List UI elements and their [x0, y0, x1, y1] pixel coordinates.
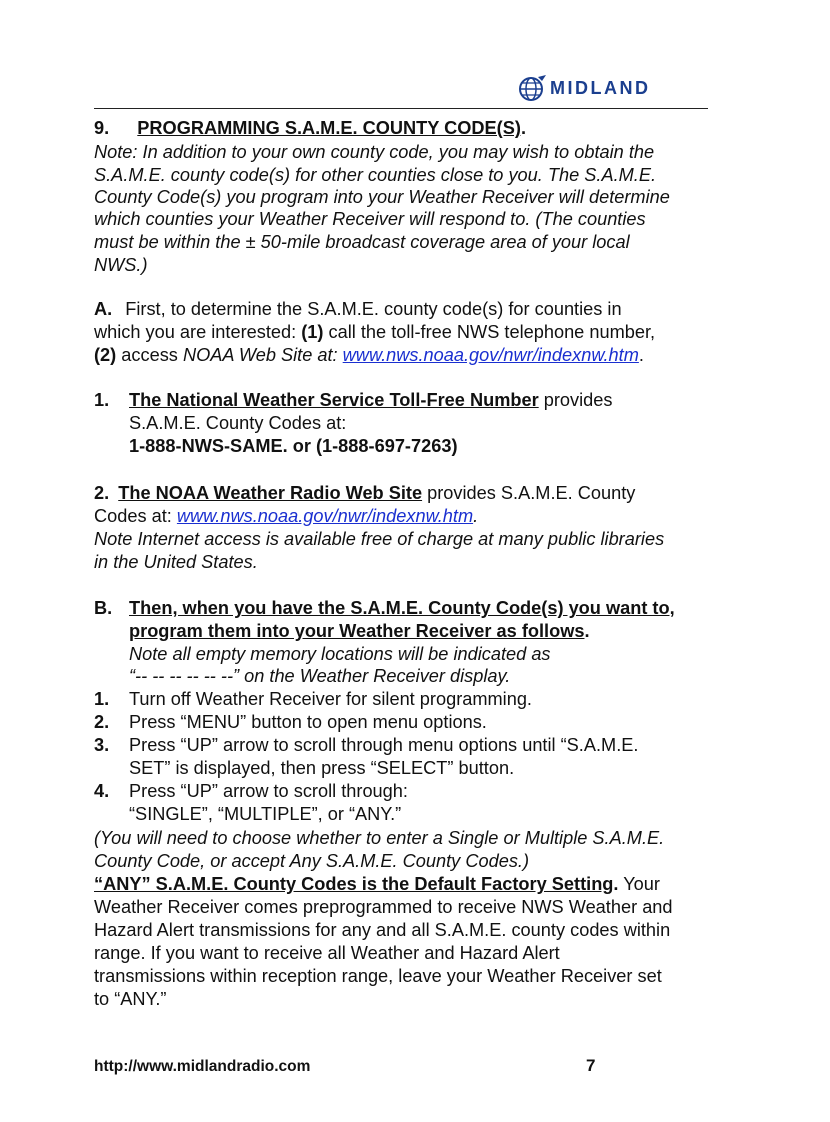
footer-url[interactable]: http://www.midlandradio.com [94, 1058, 311, 1075]
note-line: NWS.) [94, 255, 148, 275]
logo-wordmark: MIDLAND [550, 77, 651, 98]
default-setting-line: range. If you want to receive all Weather and Hazard Alert [94, 943, 560, 963]
item-1-title: The National Weather Service Toll-Free Number [129, 390, 539, 410]
item-2-note: in the United States. [94, 552, 258, 572]
item-1-line: 1. [94, 390, 110, 410]
section-title-text: PROGRAMMING S.A.M.E. COUNTY CODE(S) [137, 118, 521, 138]
default-setting-line: Weather Receiver comes preprogrammed to receive NWS Weather and [94, 897, 673, 917]
note-line: County Code(s) you program into your Weather Receiver will determine [94, 187, 670, 207]
step-a-line: A. First, to determine the S.A.M.E. county code(s) for counties in [94, 299, 622, 319]
step-text: Press “UP” arrow to scroll through: [129, 781, 408, 801]
page-number: 7 [586, 1056, 596, 1075]
step-a-line: which you are interested: (1) call the toll-free NWS telephone number, [94, 322, 656, 342]
choose-note: (You will need to choose whether to enter a Single or Multiple S.A.M.E. [94, 828, 665, 848]
note-line: Note: In addition to your own county code, you may wish to obtain the [94, 142, 655, 162]
note-line: S.A.M.E. county code(s) for other counties close to you. The S.A.M.E. [94, 165, 657, 185]
section-number: 9. [94, 118, 110, 138]
phone-number: 1-888-NWS-SAME. or (1-888-697-7263) [129, 436, 458, 456]
default-setting-title: “ANY” S.A.M.E. County Codes is the Default Factory Setting. Your [94, 874, 660, 894]
step-number: 4. [94, 781, 110, 801]
step-b-label: B. [94, 598, 113, 618]
section-title: 9. PROGRAMMING S.A.M.E. COUNTY CODE(S). [94, 118, 526, 138]
step-b-note: Note all empty memory locations will be indicated as [129, 644, 551, 664]
default-setting-line: to “ANY.” [94, 989, 167, 1009]
step-number: 2. [94, 712, 110, 732]
step-b-note: “-- -- -- -- -- --” on the Weather Receiver display. [129, 666, 511, 686]
item-2-line: 2. The NOAA Weather Radio Web Site provides S.A.M.E. County [94, 483, 636, 503]
step-number: 3. [94, 735, 110, 755]
noaa-link-2[interactable]: www.nws.noaa.gov/nwr/indexnw.htm [176, 506, 474, 526]
step-b-title: program them into your Weather Receiver as follows. [129, 621, 590, 641]
default-setting-line: Hazard Alert transmissions for any and all S.A.M.E. county codes within [94, 920, 671, 940]
note-line: which counties your Weather Receiver will respond to. (The counties [94, 209, 646, 229]
step-text: “SINGLE”, “MULTIPLE”, or “ANY.” [129, 804, 402, 824]
item-1-line: The National Weather Service Toll-Free Number provides [129, 390, 613, 410]
item-2-line: Codes at: www.nws.noaa.gov/nwr/indexnw.htm. [94, 506, 479, 526]
choose-note: County Code, or accept Any S.A.M.E. County Codes.) [94, 851, 530, 871]
step-text: Turn off Weather Receiver for silent programming. [129, 689, 532, 709]
item-2-note: Note Internet access is available free of charge at many public libraries [94, 529, 665, 549]
step-text: Press “UP” arrow to scroll through menu options until “S.A.M.E. [129, 735, 639, 755]
default-setting-line: transmissions within reception range, leave your Weather Receiver set [94, 966, 662, 986]
noaa-link[interactable]: www.nws.noaa.gov/nwr/indexnw.htm [342, 345, 639, 365]
item-1-line: S.A.M.E. County Codes at: [129, 413, 347, 433]
step-b-title: Then, when you have the S.A.M.E. County Code(s) you want to, [129, 598, 675, 618]
step-number: 1. [94, 689, 110, 709]
step-text: SET” is displayed, then press “SELECT” button. [129, 758, 515, 778]
header-rule [94, 108, 708, 109]
globe-icon [516, 73, 550, 103]
midland-logo [516, 68, 651, 108]
step-a-line: (2) access NOAA Web Site at: www.nws.noaa.gov/nwr/indexnw.htm. [94, 345, 644, 365]
note-line: must be within the ± 50-mile broadcast coverage area of your local [94, 232, 630, 252]
step-text: Press “MENU” button to open menu options. [129, 712, 487, 732]
item-2-title: The NOAA Weather Radio Web Site [118, 483, 423, 503]
